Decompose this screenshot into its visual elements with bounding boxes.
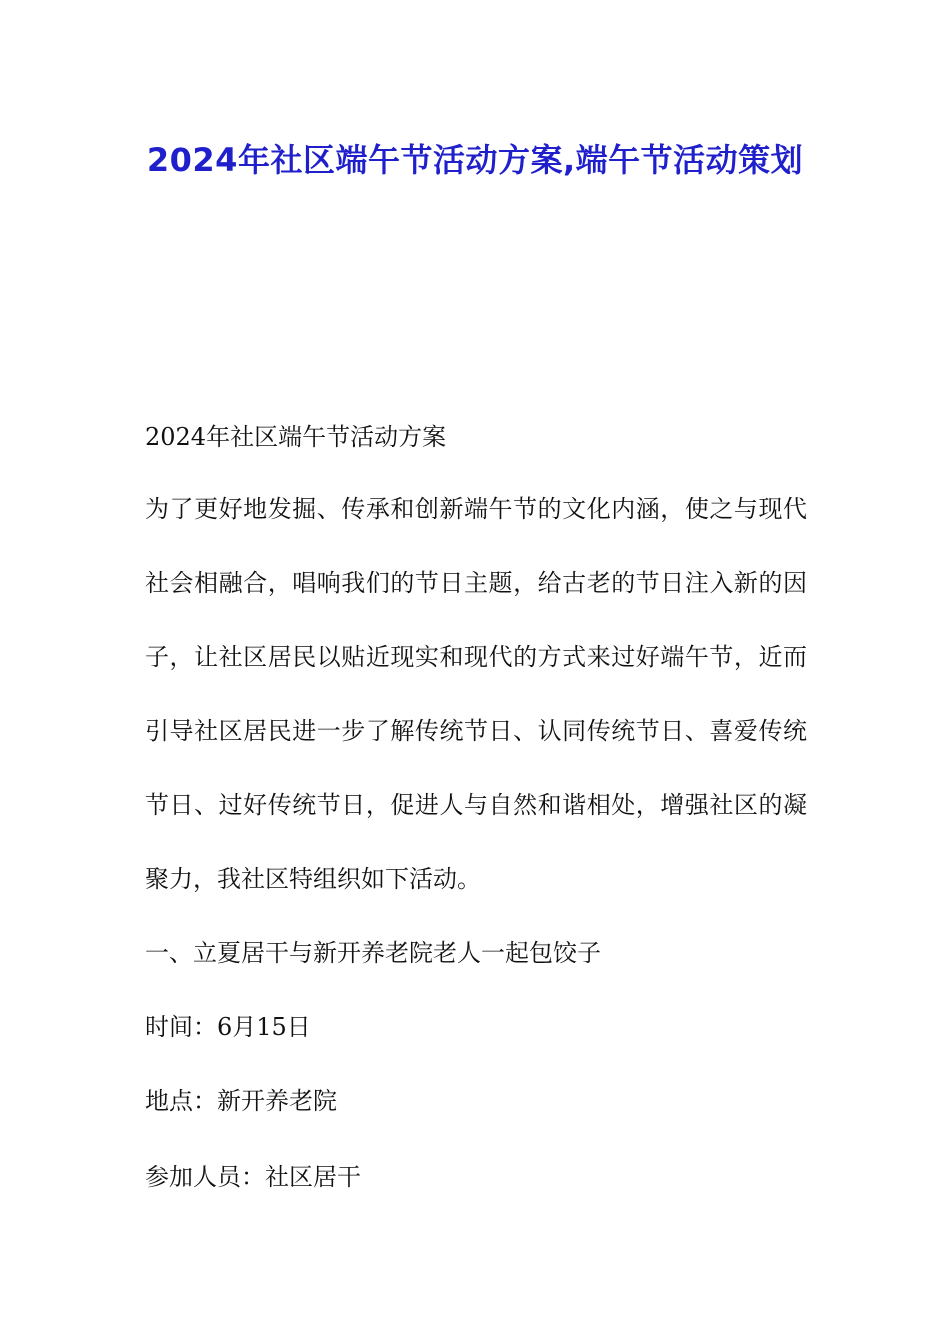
document-title: 2024年社区端午节活动方案,端午节活动策划 (146, 141, 804, 179)
intro-paragraph: 为了更好地发掘、传承和创新端午节的文化内涵，使之与现代社会相融合，唱响我们的节日主题，给古老的节日注入新的因子，让社区居民以贴近现实和现代的方式来过好端午节，近而引导社区居民进一步了解传统节日、认同传统节日、喜爱传统节日、过好传统节日，促进人与自然和谐相处，增强社区的凝聚力，我社区特组织如下活动。 (145, 495, 807, 893)
event-place: 地点：新开养老院 (145, 1087, 337, 1115)
section-heading: 一、立夏居干与新开养老院老人一起包饺子 (145, 939, 601, 967)
event-participants: 参加人员：社区居干 (145, 1163, 361, 1191)
document-subtitle: 2024年社区端午节活动方案 (145, 423, 447, 451)
event-time: 时间：6月15日 (145, 1013, 311, 1041)
